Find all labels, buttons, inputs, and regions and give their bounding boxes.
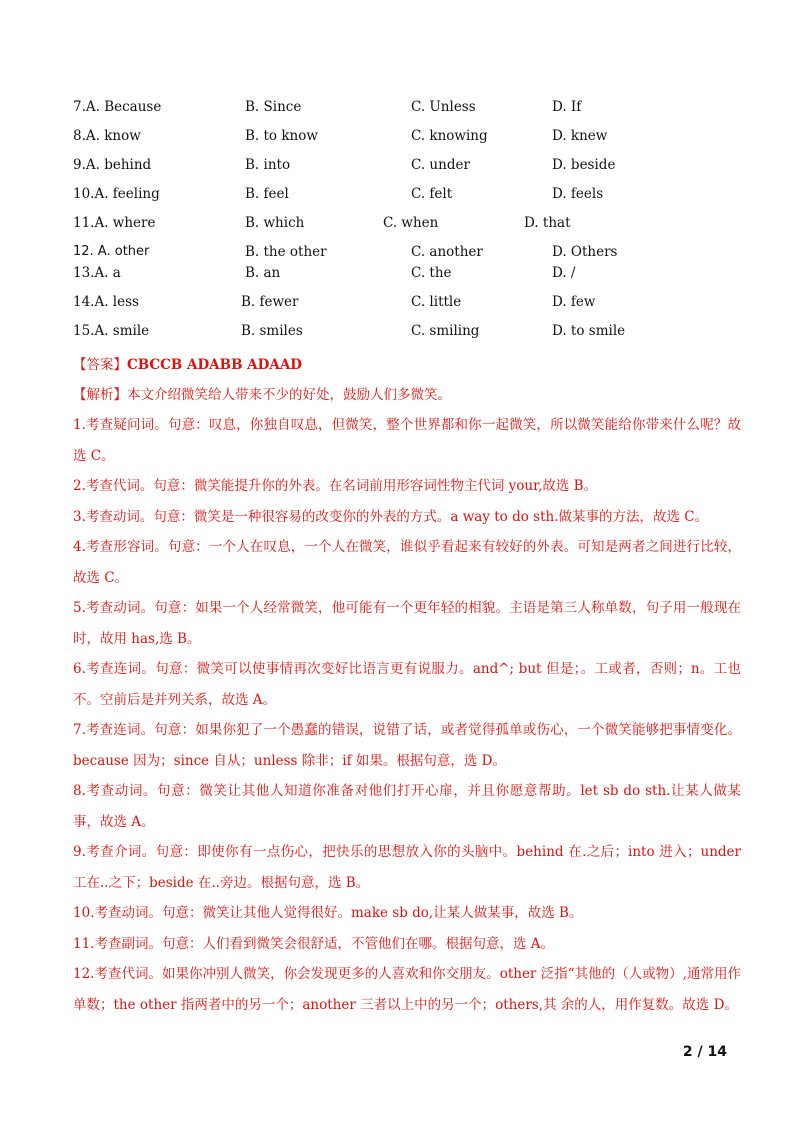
explanation-6: 6.考查连词。句意：微笑可以使事情再次变好比语言更有说服力。and^; but 但是；。工或者，否则；n。工也不。空前后是并列关系，故选 A。 [73, 661, 741, 708]
option-a: 13.A. a [73, 265, 121, 281]
answer-label: 【答案】 [73, 357, 127, 373]
explanation-8: 8.考查动词。句意：微笑让其他人知道你准备对他们打开心扉，并且你愿意帮助。let sb do sth.让某人做某事，故选 A。 [73, 783, 741, 830]
explanation-9: 9.考查介词。句意：即使你有一点伤心，把快乐的思想放入你的头脑中。behind 在.之后；into 进入；under 工在..之下；beside 在..旁边。根据句意，选 B。 [73, 844, 741, 891]
option-d: D. few [552, 294, 596, 310]
option-c: C. another [411, 244, 483, 260]
option-a: 8.A. know [73, 128, 141, 144]
option-b: B. an [245, 265, 281, 281]
option-a: 15.A. smile [73, 323, 150, 339]
option-c: C. when [383, 215, 439, 231]
option-b: B. into [245, 157, 291, 173]
explanation-7: 7.考查连词。句意：如果你犯了一个愚蠢的错误，说错了话，或者觉得孤单或伤心，一个微笑能够把事情变化。because 因为；since 自从；unless 除非；if 如果。根据句意，选 D。 [73, 722, 741, 769]
option-d: D. to smile [552, 323, 626, 339]
option-b: B. feel [245, 186, 289, 202]
option-b: B. smiles [241, 323, 303, 339]
option-d: D. beside [552, 157, 616, 173]
option-c: C. under [411, 157, 470, 173]
explanation-5: 5.考查动词。句意：如果一个人经常微笑，他可能有一个更年轻的相貌。主语是第三人称单数，句子用一般现在时，故用 has,选 B。 [73, 600, 741, 647]
explanation-12: 12.考查代词。如果你冲别人微笑，你会发现更多的人喜欢和你交朋友。other 泛指“其他的（人或物）,通常用作单数；the other 指两者中的另一个；another 三者以上中的另一个；others,其 余的人，用作复数。故选 D。 [73, 966, 741, 1013]
answer-key [73, 350, 741, 380]
option-c: C. Unless [411, 99, 476, 115]
explanation-3: 3.考查动词。句意：微笑是一种很容易的改变你的外表的方式。a way to do sth.做某事的方法，故选 C。 [73, 508, 709, 525]
option-a: 7.A. Because [73, 99, 162, 115]
option-c: C. little [411, 294, 462, 310]
explanation-10: 10.考查动词。句意：微笑让其他人觉得很好。make sb do,让某人做某事，故选 B。 [73, 905, 583, 921]
analysis-intro [73, 380, 741, 410]
option-a: 9.A. behind [73, 157, 152, 173]
option-b: B. Since [245, 99, 302, 115]
option-a: 11.A. where [73, 215, 156, 231]
answer-section [73, 350, 741, 1020]
explanation-1: 1.考查疑问词。句意：叹息，你独自叹息，但微笑，整个世界都和你一起微笑，所以微笑能给你带来什么呢？故选 C。 [73, 417, 741, 464]
option-b: B. which [245, 215, 305, 231]
explanation-11: 11.考查副词。句意：人们看到微笑会很舒适，不管他们在哪。根据句意，选 A。 [73, 935, 555, 952]
option-d: D. knew [552, 128, 608, 144]
answer-value: CBCCB ADABB ADAAD [127, 357, 303, 373]
explanation-4: 4.考查形容词。句意：一个人在叹息，一个人在微笑，谁似乎看起来有较好的外表。可知是两者之间进行比较，故选 C。 [73, 539, 741, 586]
option-d: D. feels [552, 186, 604, 202]
analysis-intro-text: 本文介绍微笑给人带来不少的好处，鼓励人们多微笑。 [127, 387, 451, 403]
option-a: 12. A. other [73, 244, 150, 259]
option-c: C. smiling [411, 323, 480, 339]
option-a: 10.A. feeling [73, 186, 160, 202]
option-d: D. If [552, 99, 582, 115]
option-d: D. / [552, 265, 576, 281]
analysis-label: 【解析】 [73, 387, 127, 403]
option-d: D. Others [552, 244, 618, 260]
option-b: B. the other [245, 244, 327, 260]
explanation-2: 2.考查代词。句意：微笑能提升你的外表。在名词前用形容词性物主代词 your,故选 B。 [73, 478, 598, 494]
option-c: C. felt [411, 186, 453, 202]
option-d: D. that [524, 215, 571, 231]
option-a: 14.A. less [73, 294, 139, 310]
option-b: B. fewer [241, 294, 299, 310]
option-c: C. knowing [411, 128, 488, 144]
page-number: 2 / 14 [682, 1044, 727, 1060]
option-c: C. the [411, 265, 452, 281]
option-b: B. to know [245, 128, 318, 144]
